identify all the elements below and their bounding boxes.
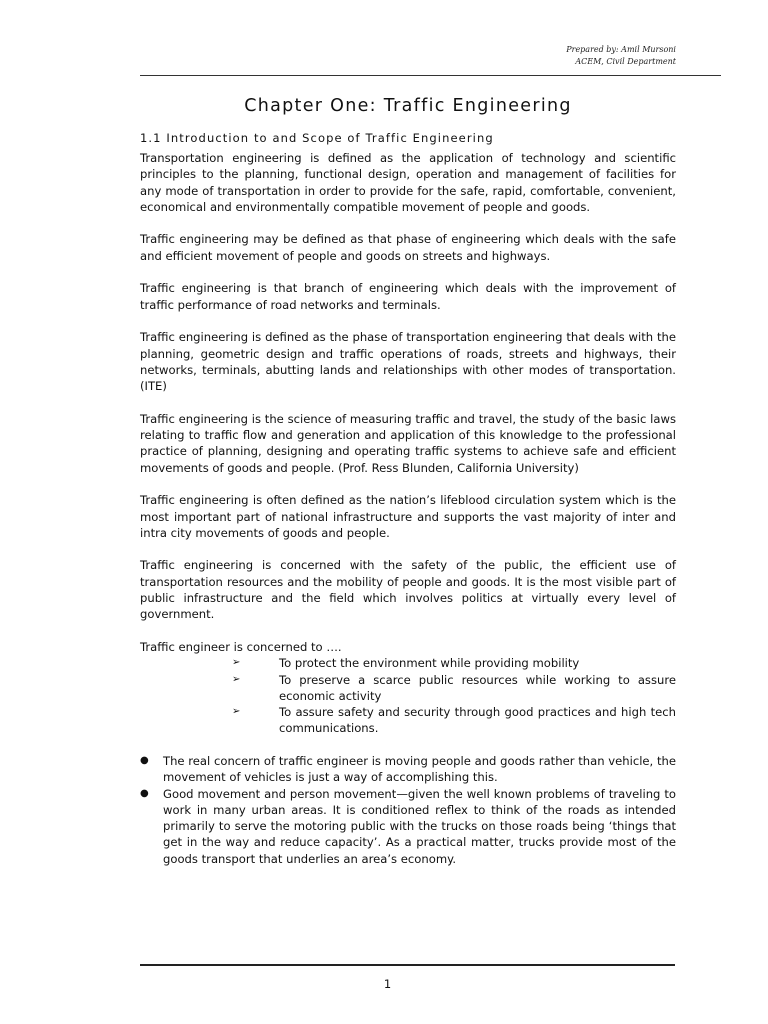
paragraph: Traffic engineering is defined as the phase of transportation engineering that deals with the planning, geometric design and traffic operations of roads, streets and highways, their networks, terminals, abutting lands and relationships with other modes of transportation. (ITE) <box>140 330 676 394</box>
header-department: ACEM, Civil Department <box>575 57 676 66</box>
paragraph: Traffic engineering is often defined as the nation’s lifeblood circulation system which is the most important part of national infrastructure and supports the vast majority of inter and intra city movements of goods and people. <box>140 493 676 540</box>
header-note <box>376 44 676 68</box>
bullet-list <box>140 753 676 867</box>
concern-list <box>140 655 676 736</box>
paragraph: Traffic engineering is the science of measuring traffic and travel, the study of the basic laws relating to traffic flow and generation and application of this knowledge to the professional practice of planning, designing and operating traffic systems to achieve safe and efficient movements of goods and people. (Prof. Ress Blunden, California University) <box>140 411 676 475</box>
footer-rule <box>140 964 675 966</box>
list-item <box>140 704 676 737</box>
list-item <box>140 753 676 786</box>
list-item <box>140 786 676 867</box>
list-item <box>140 672 676 705</box>
paragraph: Traffic engineering may be defined as that phase of engineering which deals with the safe and efficient movement of people and goods on streets and highways. <box>140 232 676 263</box>
bullet-dot-icon: ● <box>140 754 149 766</box>
section-heading: 1.1 Introduction to and Scope of Traffic Engineering <box>140 131 494 145</box>
document-body <box>140 150 676 867</box>
list-item-text: To preserve a scarce public resources while working to assure economic activity <box>279 672 676 703</box>
list-item-text: To protect the environment while providing mobility <box>279 656 580 671</box>
header-rule <box>140 75 721 76</box>
paragraph: Transportation engineering is defined as the application of technology and scientific principles to the planning, functional design, operation and management of facilities for any mode of transportation in order to provide for the safe, rapid, comfortable, convenient, economical and environmentally compatible movement of people and goods. <box>140 151 676 214</box>
arrow-bullet-icon: ➢ <box>232 706 241 718</box>
list-item-text: To assure safety and security through good practices and high tech communications. <box>279 705 676 736</box>
page-number: 1 <box>383 977 392 991</box>
paragraph: Traffic engineering is concerned with the safety of the public, the efficient use of transportation resources and the mobility of people and goods. It is the most visible part of public infrastructure and the field which involves politics at virtually every level of government. <box>140 558 676 622</box>
arrow-bullet-icon: ➢ <box>232 657 241 669</box>
list-item <box>140 655 676 671</box>
list-item-text: The real concern of traffic engineer is moving people and goods rather than vehicle, the movement of vehicles is just a way of accomplishing this. <box>163 753 676 785</box>
header-prepared-by: Prepared by: Amil Mursoni <box>566 45 676 54</box>
page-title: Chapter One: Traffic Engineering <box>244 96 572 116</box>
concern-lead: Traffic engineer is concerned to …. <box>140 639 342 654</box>
bullet-dot-icon: ● <box>140 787 149 799</box>
paragraph: Traffic engineering is that branch of engineering which deals with the improvement of traffic performance of road networks and terminals. <box>140 281 676 312</box>
list-item-text: Good movement and person movement—given the well known problems of traveling to work in many urban areas. It is conditioned reflex to think of the roads as intended primarily to serve the motoring public with the trucks on those roads being ‘things that get in the way and reduce capacity’. As a practical matter, trucks provide most of the goods transport that underlies an area’s economy. <box>163 786 676 866</box>
arrow-bullet-icon: ➢ <box>232 673 241 685</box>
